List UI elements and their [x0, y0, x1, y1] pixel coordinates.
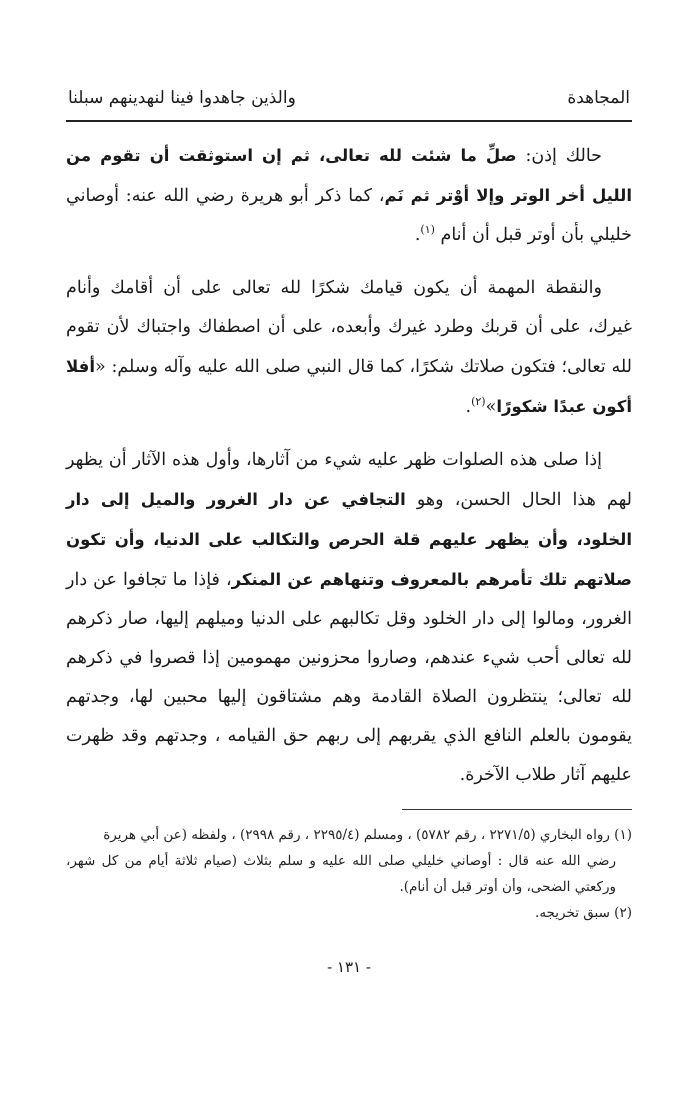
p3-bold-1: التجافي عن دار الغرور والميل إلى دار الخلود، وأن يظهر عليهم قلة الحرص والتكالب على الدنيا، وأن تكون صلاتهم تلك تأمرهم بالمعروف وتنهاهم عن المنكر	[66, 490, 632, 589]
p2-text-1: والنقطة المهمة أن يكون قيامك شكرًا لله تعالى على أن أقامك وأنام غيرك، على أن قربك وطرد غيرك وأبعده، على أن اصطفاك واجتباك لأن تقوم لله تعالى؛ فتكون صلاتك شكرًا، كما قال النبي صلى الله عليه وآله وسلم: «	[66, 278, 632, 377]
footnote-2: (٢) سبق تخريجه.	[535, 905, 632, 921]
footnote-1	[66, 822, 632, 848]
p3-text-2: ، فإذا ما تجافوا عن دار الغرور، ومالوا إلى دار الخلود وقل تكالبهم على الدنيا وميلهم إليها، صار ذكرهم لله تعالى أحب شيء عندهم، وصاروا محزونين مهمومين إذا قصروا في ذكرهم لله تعالى؛ ينتظرون الصلاة القادمة وهم مشتاقون إليها محبين لها، وجدتهم يقومون بالعلم النافع الذي يقربهم إلى ربهم حق القيامه ، وجدتهم وقد ظهرت عليهم آثار طلاب الآخرة.	[66, 570, 632, 785]
paragraph-2	[66, 269, 632, 427]
footnote-ref-2: (٢)	[471, 395, 486, 409]
header-rule	[66, 120, 632, 122]
paragraph-3	[66, 441, 632, 795]
footnote-ref-1: (١)	[420, 223, 435, 237]
footnotes	[66, 822, 632, 926]
page-number: - ١٣١ -	[327, 958, 371, 976]
main-text	[66, 136, 632, 795]
p3-text-1: إذا صلى هذه الصلوات ظهر عليه شيء من آثارها، وأول هذه الآثار أن يظهر لهم هذا الحال الحسن، وهو	[66, 450, 632, 510]
running-title: والذين جاهدوا فينا لنهدينهم سبلنا	[68, 88, 296, 108]
footnote-1-continuation: رضي الله عنه قال : أوصاني خليلي صلى الله عليه و سلم بثلاث (صيام ثلاثة أيام من كل شهر، وركعتي الضحى، وأن أوتر قبل أن أنام).	[66, 853, 616, 895]
p1-bold-1: صلِّ ما شئت لله تعالى، ثم إن استوثقت أن تقوم من الليل أخر الوتر وإلا أوْتر ثم نَم	[66, 146, 632, 205]
p2-text-2: »	[485, 397, 497, 417]
chapter-title: المجاهدة	[567, 88, 630, 108]
p1-text-1: حالك إذن:	[516, 146, 602, 166]
paragraph-1	[66, 136, 632, 255]
page-header	[68, 84, 630, 114]
p1-text-2: ، كما ذكر أبو هريرة رضي الله عنه: أوصاني خليلي بأن أوتر قبل أن أنام	[66, 186, 632, 245]
p2-bold-1: أفلا أكون عبدًا شكورًا	[66, 357, 632, 416]
footnote-separator	[402, 809, 632, 810]
p2-text-3: .	[465, 397, 472, 417]
p1-text-3: .	[414, 225, 421, 245]
footnote-1-line-1: (١) رواه البخاري (٢٢٧١/٥ ، رقم ٥٧٨٢) ، ومسلم (٢٢٩٥/٤ ، رقم ٢٩٩٨) ، ولفظه (عن أبي هريرة	[103, 827, 632, 843]
